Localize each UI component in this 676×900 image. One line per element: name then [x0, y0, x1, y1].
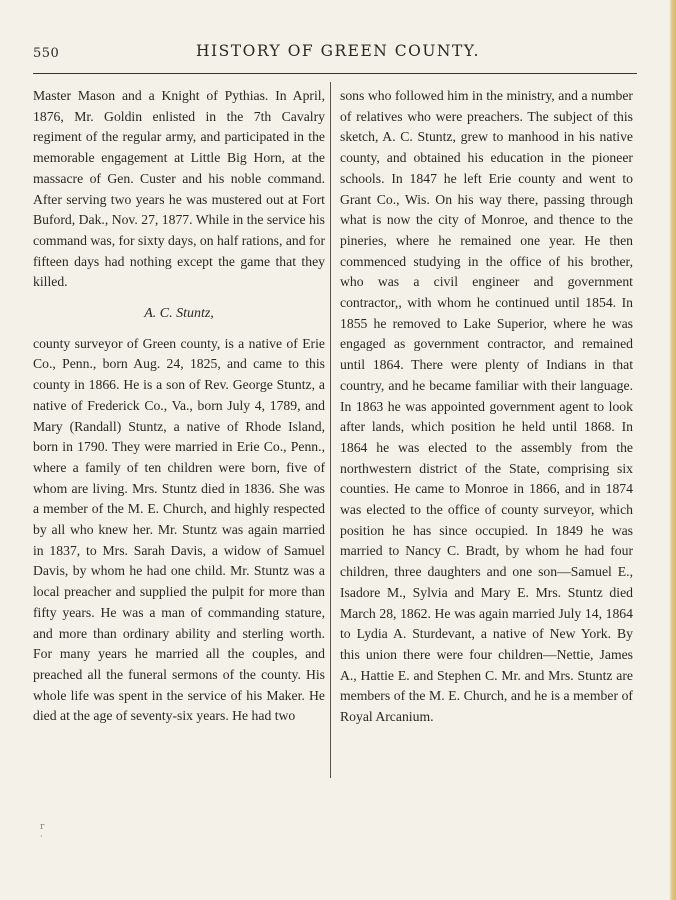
page-number: 550: [33, 46, 60, 61]
header-rule: [33, 73, 637, 74]
left-paragraph-1: Master Mason and a Knight of Pythias. In April, 1876, Mr. Goldin enlisted in the 7th Cavalry regiment of the regular army, and participated in the memorable engagement at Little Big Horn, at the massacre of Gen. Custer and his noble command. After serving two years he was mustered out at Fort Buford, Dak., Nov. 27, 1877. While in the service his command was, for sixty days, on half rations, and for fifteen days had nothing except the game that they killed.: [33, 88, 325, 290]
page-header: [33, 42, 643, 66]
ink-smudge: r ·: [40, 822, 45, 842]
right-column: [340, 86, 633, 728]
section-subhead: A. C. Stuntz,: [144, 306, 214, 322]
left-paragraph-2: county surveyor of Green county, is a native of Erie Co., Penn., born Aug. 24, 1825, and came to this county in 1866. He is a son of Rev. George Stuntz, a native of Frederick Co., Va., born July 4, 1789, and Mary (Randall) Stuntz, a native of Rhode Island, born in 1790. They were married in Erie Co., Penn., where a family of ten children were born, five of whom are living. Mrs. Stuntz died in 1836. She was a member of the M. E. Church, and highly respected by all who knew her. Mr. Stuntz was again married in 1837, to Mrs. Sarah Davis, a widow of Samuel Davis, by whom he had one child. Mr. Stuntz was a local preacher and supplied the pulpit for more than fifty years. He was a man of commanding stature, and more than ordinary ability and sterling worth. For many years he married all the couples, and preached all the funeral sermons of the county. His whole life was spent in the service of his Maker. He died at the age of seventy-six years. He had two: [33, 335, 325, 724]
left-column: [33, 86, 325, 727]
right-paragraph-1: sons who followed him in the ministry, and a number of relatives who were preachers. The subject of this sketch, A. C. Stuntz, grew to manhood in his native county, and obtained his education in the pioneer schools. In 1847 he left Erie county and went to Grant Co., Wis. On his way there, passing through what is now the city of Monroe, and thence to the pineries, where he remained one year. He then commenced studying in the office of his brother, who was a civil engineer and government contractor,, with whom he continued until 1854. In 1855 he removed to Lake Superior, where he was engaged as government contractor, and remained until 1864. There were plenty of Indians in that country, and he became familiar with their language. In 1863 he was appointed government agent to look after lands, which position he held until 1868. In 1864 he was elected to the assembly from the northwestern district of the State, comprising six counties. He came to Monroe in 1866, and in 1874 was elected to the office of county surveyor, which position he has since occupied. In 1849 he was married to Nancy C. Bradt, by whom he had four children, three daughters and one son—Samuel E., Isadore M., Sylvia and Mary E. Mrs. Stuntz died March 28, 1862. He was again married July 14, 1864 to Lydia A. Sturdevant, a native of New York. By this union there were four children—Nettie, James A., Hattie E. and Stephen C. Mr. and Mrs. Stuntz are members of the M. E. Church, and he is a member of Royal Arcanium.: [340, 88, 633, 725]
running-head: HISTORY OF GREEN COUNTY.: [196, 42, 480, 60]
column-divider: [330, 82, 331, 778]
page-edge: [669, 0, 676, 900]
